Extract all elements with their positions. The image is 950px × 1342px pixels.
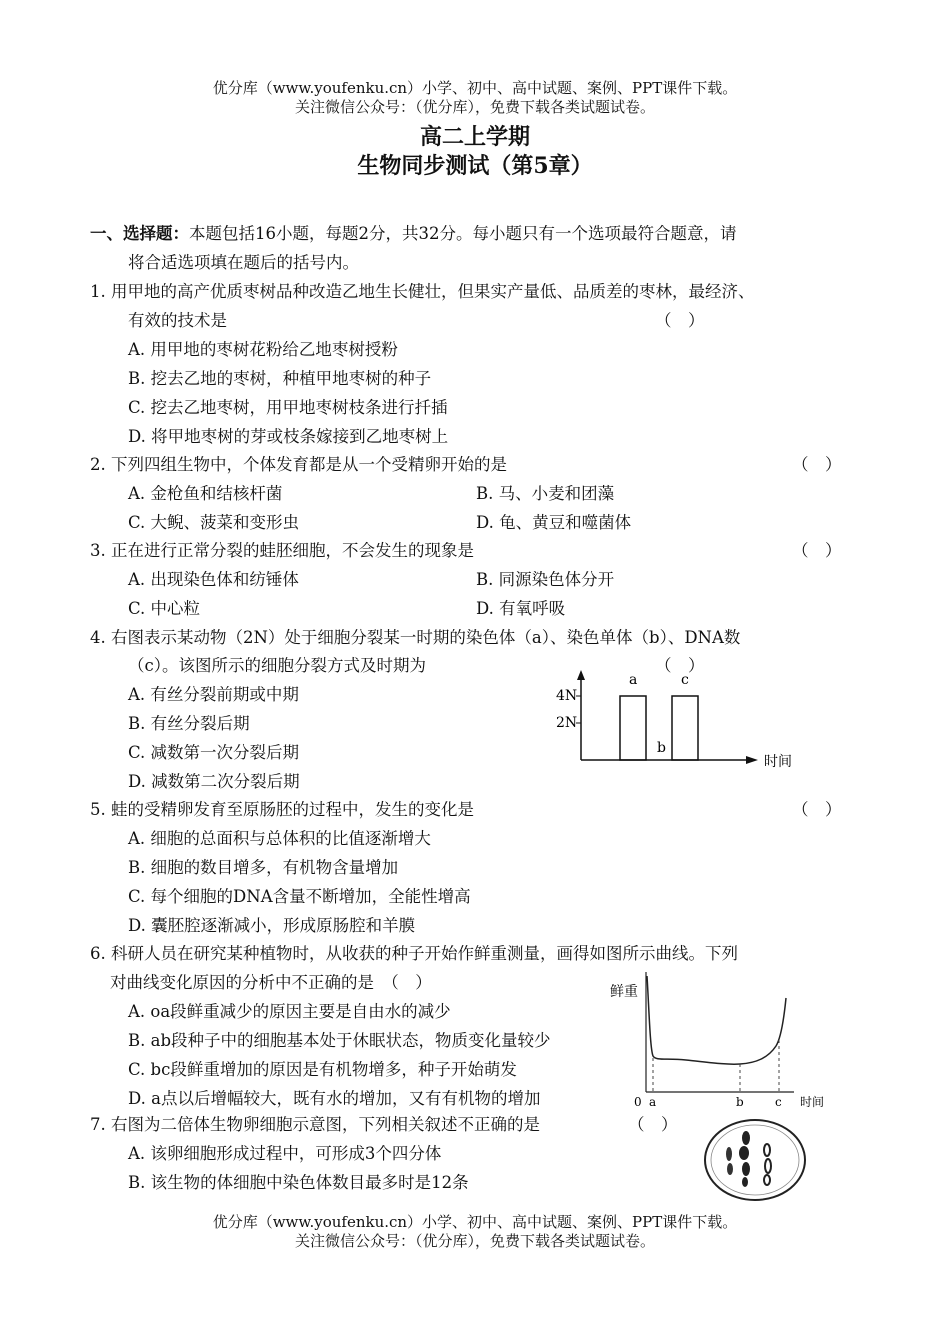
q4-stem-a: 4. 右图表示某动物（2N）处于细胞分裂某一时期的染色体（a）、染色单体（b）、DNA数 bbox=[90, 628, 741, 647]
q6-xtick-c: c bbox=[775, 1095, 782, 1109]
q6-xtick-0: 0 bbox=[634, 1095, 642, 1109]
q6-xlabel: 时间 bbox=[800, 1095, 825, 1109]
q4-ylabel-2n: 2N bbox=[556, 715, 578, 731]
q7-chromosome-3 bbox=[764, 1144, 771, 1185]
q3-option-a: A. 出现染色体和纺锤体 bbox=[128, 570, 299, 589]
q7-option-a: A. 该卵细胞形成过程中，可形成3个四分体 bbox=[128, 1144, 442, 1163]
section-intro bbox=[90, 219, 737, 248]
q6-option-c: C. bc段鲜重增加的原因是有机物增多，种子开始萌发 bbox=[128, 1060, 517, 1079]
q7-option-b: B. 该生物的体细胞中染色体数目最多时是12条 bbox=[128, 1173, 469, 1192]
q6-xtick-a: a bbox=[649, 1095, 657, 1109]
q4-option-b: B. 有丝分裂后期 bbox=[128, 714, 250, 733]
q5-option-d: D. 囊胚腔逐渐减小，形成原肠腔和羊膜 bbox=[128, 916, 416, 935]
q6-ylabel: 鲜重 bbox=[610, 984, 638, 1000]
q2-option-c: C. 大鲵、菠菜和变形虫 bbox=[128, 513, 300, 532]
q2-option-b: B. 马、小麦和团藻 bbox=[476, 484, 615, 503]
q4-option-a: A. 有丝分裂前期或中期 bbox=[128, 685, 299, 704]
page-subtitle: 生物同步测试（第5章） bbox=[357, 153, 593, 179]
q7-chromosome-2 bbox=[739, 1131, 750, 1187]
q4-bar-label-a: a bbox=[629, 672, 638, 688]
q3-option-d: D. 有氧呼吸 bbox=[476, 599, 566, 618]
q2-stem: 2. 下列四组生物中，个体发育都是从一个受精卵开始的是 bbox=[90, 455, 507, 474]
q6-xtick-b: b bbox=[736, 1095, 744, 1109]
q4-option-d: D. 减数第二次分裂后期 bbox=[128, 772, 300, 791]
site-footer-line2: 关注微信公众号：（优分库），免费下载各类试题试卷。 bbox=[294, 1232, 655, 1250]
q4-x-axis-arrow bbox=[746, 756, 758, 764]
q2-option-d: D. 龟、黄豆和噬菌体 bbox=[476, 513, 632, 532]
q4-ylabel-4n: 4N bbox=[556, 688, 578, 704]
section-intro-text-b: 将合适选项填在题后的括号内。 bbox=[128, 253, 359, 272]
q7-stem: 7. 右图为二倍体生物卵细胞示意图，下列相关叙述不正确的是 bbox=[90, 1115, 540, 1134]
q4-xlabel: 时间 bbox=[764, 754, 792, 770]
q4-bar-a bbox=[620, 696, 646, 760]
q4-y-axis-arrow bbox=[577, 670, 585, 680]
q2-answer-blank[interactable]: （ ） bbox=[792, 455, 842, 474]
q5-option-b: B. 细胞的数目增多，有机物含量增加 bbox=[128, 858, 399, 877]
q6-fresh-weight-curve bbox=[647, 976, 786, 1064]
q1-option-d: D. 将甲地枣树的芽或枝条嫁接到乙地枣树上 bbox=[128, 427, 449, 446]
q4-bar-label-b: b bbox=[657, 740, 666, 756]
q6-stem-a: 6. 科研人员在研究某种植物时，从收获的种子开始作鲜重测量，画得如图所示曲线。下列 bbox=[90, 944, 738, 963]
page-title: 高二上学期 bbox=[419, 124, 530, 150]
q5-option-a: A. 细胞的总面积与总体积的比值逐渐增大 bbox=[128, 829, 431, 848]
q4-bar-c bbox=[672, 696, 698, 760]
q6-option-a: A. oa段鲜重减少的原因主要是自由水的减少 bbox=[128, 1002, 451, 1021]
q4-bar-figure bbox=[550, 668, 810, 780]
q2-option-a: A. 金枪鱼和结核杆菌 bbox=[128, 484, 283, 503]
q6-stem-b: 对曲线变化原因的分析中不正确的是 （ ） bbox=[110, 973, 432, 992]
q1-option-c: C. 挖去乙地枣树，用甲地枣树枝条进行扦插 bbox=[128, 398, 448, 417]
section-intro-text-a: 本题包括16小题，每题2分，共32分。每小题只有一个选项最符合题意，请 bbox=[189, 224, 737, 243]
q5-answer-blank[interactable]: （ ） bbox=[792, 800, 842, 819]
q3-stem: 3. 正在进行正常分裂的蛙胚细胞，不会发生的现象是 bbox=[90, 541, 474, 560]
site-header-line2: 关注微信公众号：（优分库），免费下载各类试题试卷。 bbox=[294, 98, 655, 116]
q7-answer-blank[interactable]: （ ） bbox=[628, 1115, 678, 1134]
q3-option-c: C. 中心粒 bbox=[128, 599, 201, 618]
q4-answer-blank[interactable]: （ ） bbox=[655, 656, 705, 675]
site-footer-line1: 优分库（www.youfenku.cn）小学、初中、高中试题、案例、PPT课件下载。 bbox=[212, 1213, 738, 1231]
q7-chromosome-1 bbox=[726, 1147, 733, 1175]
q1-option-b: B. 挖去乙地的枣树，种植甲地枣树的种子 bbox=[128, 369, 432, 388]
q6-option-b: B. ab段种子中的细胞基本处于休眠状态，物质变化量较少 bbox=[128, 1031, 551, 1050]
site-header-line1: 优分库（www.youfenku.cn）小学、初中、高中试题、案例、PPT课件下载。 bbox=[212, 79, 738, 97]
q5-stem: 5. 蛙的受精卵发育至原肠胚的过程中，发生的变化是 bbox=[90, 800, 474, 819]
q1-option-a: A. 用甲地的枣树花粉给乙地枣树授粉 bbox=[128, 340, 398, 359]
q6-curve-figure bbox=[606, 968, 846, 1114]
q3-answer-blank[interactable]: （ ） bbox=[792, 541, 842, 560]
q3-option-b: B. 同源染色体分开 bbox=[476, 570, 615, 589]
q1-answer-blank[interactable]: （ ） bbox=[655, 311, 705, 330]
q1-stem-b: 有效的技术是 bbox=[128, 311, 227, 330]
q7-cell-membrane bbox=[705, 1120, 805, 1200]
q7-cell-inner-ring bbox=[711, 1125, 799, 1195]
q4-stem-b: （c）。该图所示的细胞分裂方式及时期为 bbox=[128, 656, 426, 675]
q1-stem-a: 1. 用甲地的高产优质枣树品种改造乙地生长健壮，但果实产量低、品质差的枣林，最经济、 bbox=[90, 282, 755, 301]
q4-bar-label-c: c bbox=[681, 672, 689, 688]
q6-option-d: D. a点以后增幅较大，既有水的增加，又有有机物的增加 bbox=[128, 1089, 541, 1108]
q4-option-c: C. 减数第一次分裂后期 bbox=[128, 743, 300, 762]
q5-option-c: C. 每个细胞的DNA含量不断增加，全能性增高 bbox=[128, 887, 471, 906]
section-label: 一、选择题： bbox=[90, 224, 189, 243]
q7-egg-cell-figure bbox=[700, 1114, 812, 1204]
